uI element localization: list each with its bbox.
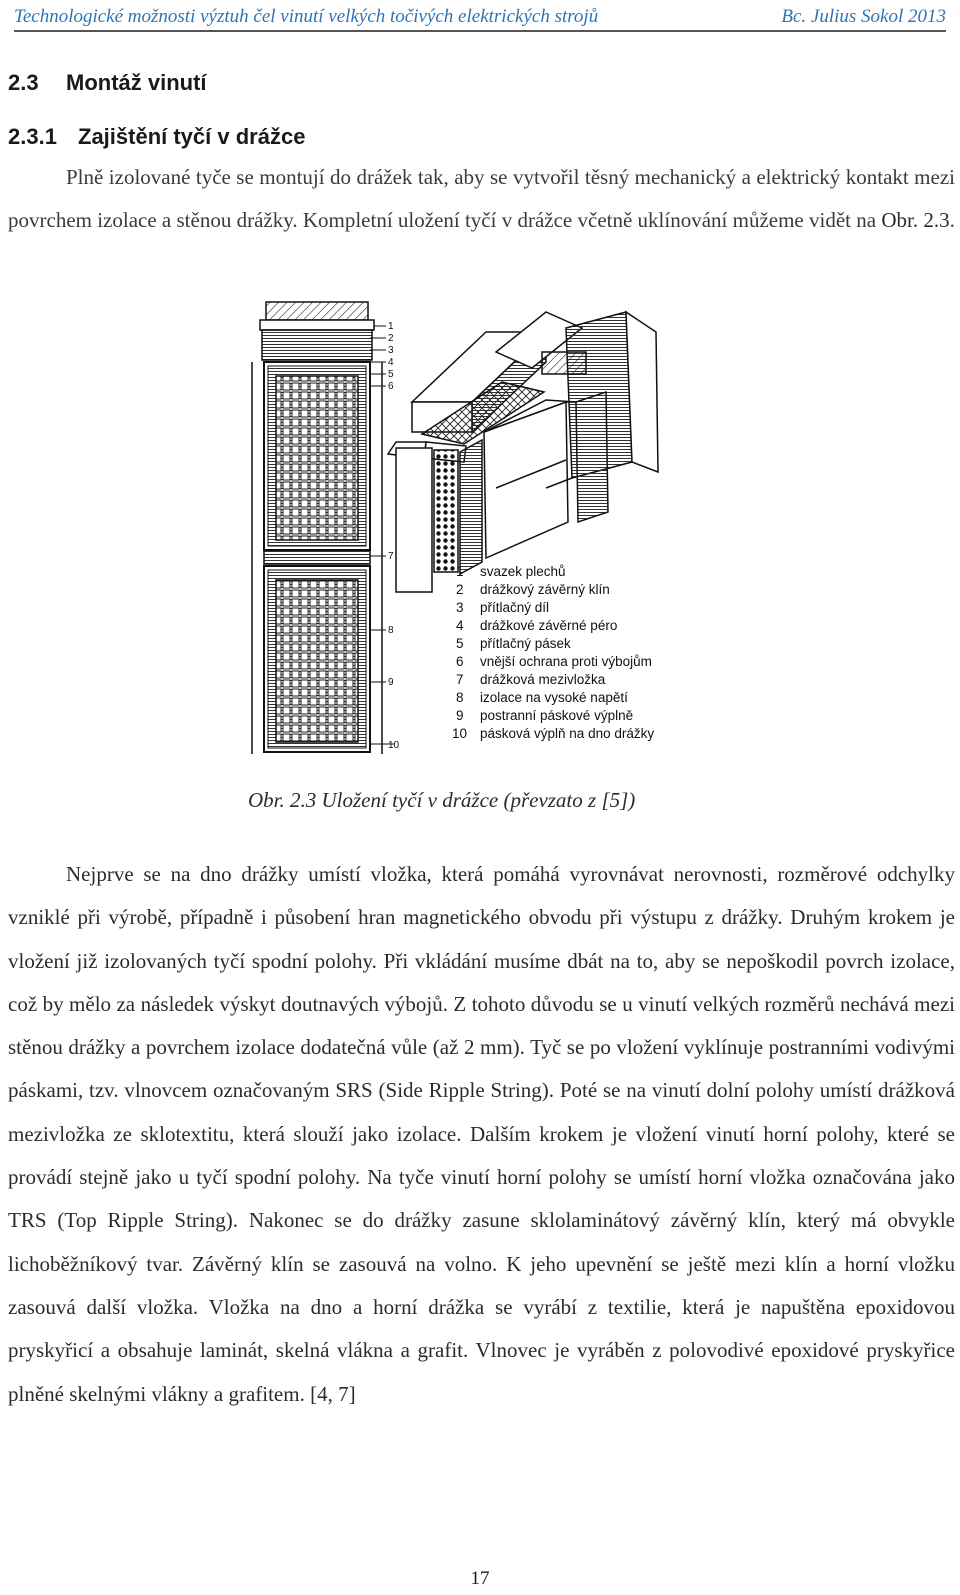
legend-number-7: 7 <box>456 672 464 687</box>
callout-2: 2 <box>388 333 394 344</box>
legend-label-8: izolace na vysoké napětí <box>480 690 628 705</box>
section-title: Montáž vinutí <box>66 70 207 95</box>
section-heading <box>8 70 207 96</box>
page-header <box>14 0 946 32</box>
header-author: Bc. Julius Sokol 2013 <box>781 6 946 27</box>
legend-number-1: 1 <box>456 564 464 579</box>
callout-8: 8 <box>388 625 394 636</box>
legend-number-3: 3 <box>456 600 464 615</box>
isometric-slot-drawing <box>388 312 658 592</box>
page-number: 17 <box>470 1568 490 1589</box>
legend-label-7: drážková mezivložka <box>480 672 606 687</box>
callout-5: 5 <box>388 369 394 380</box>
callout-7: 7 <box>388 551 394 562</box>
callout-6: 6 <box>388 381 394 392</box>
subsection-number: 2.3.1 <box>8 124 57 149</box>
legend-number-2: 2 <box>456 582 464 597</box>
callout-1: 1 <box>388 321 394 332</box>
legend-label-6: vnější ochrana proti výbojům <box>480 654 652 669</box>
legend-label-5: přítlačný pásek <box>480 636 571 651</box>
figure-caption: Obr. 2.3 Uložení tyčí v drážce (převzato z [5]) <box>248 788 636 812</box>
subsection-heading <box>8 124 305 150</box>
legend-number-8: 8 <box>456 690 464 705</box>
figure-legend <box>452 564 654 741</box>
callout-3: 3 <box>388 345 394 356</box>
legend-number-10: 10 <box>452 726 468 741</box>
body-paragraph: Nejprve se na dno drážky umístí vložka, která pomáhá vyrovnávat nerovnosti, rozměrové odchylky vzniklé při výrobě, případně i působení hran magnetického obvodu při výstupu z drážky. Druhým krokem je vložení již izolovaných tyčí spodní polohy. Při vkládání musíme dbát na to, aby se nepoškodil povrch izolace, což by mělo za následek výskyt doutnavých výbojů. Z tohoto důvodu se u vinutí velkých rozměrů nechává mezi stěnou drážky a povrchem izolace dodatečná vůle (až 2 mm). Tyč se po vložení vyklínuje postranními vodivými páskami, tzv. vlnovcem označovaným SRS (Side Ripple String). Poté se na vinutí dolní polohy umístí drážková mezivložka ze sklotextitu, která slouží jako izolace. Dalším krokem je vložení vinutí horní polohy, které se provádí stejně jako u tyčí spodní polohy. Na tyče vinutí horní polohy se umístí horní vložka označována jako TRS (Top Ripple String). Nakonec se do drážky zasune sklolaminátový závěrný klín, který má obvykle lichoběžníkový tvar. Závěrný klín se zasouvá na volno. K jeho upevnění se ještě mezi klín a horní vložku zasouvá další vložka. Vložka na dno a horní drážka se vyrábí z textilie, která je napuštěna epoxidovou pryskyřicí a obsahuje laminát, skelná vlákna a grafit. Vlnovec je vyráběn z polovodivé epoxidové pryskyřice plněné skelnými vlákny a grafitem. [4, 7] <box>8 862 955 1406</box>
header-title: Technologické možnosti výztuh čel vinutí velkých točivých elektrických strojů <box>14 6 599 27</box>
intro-end: . <box>949 208 955 232</box>
callout-10: 10 <box>388 740 400 751</box>
legend-label-3: přítlačný díl <box>480 600 550 615</box>
figure-reference-link[interactable]: Obr. 2.3 <box>881 208 950 232</box>
legend-label-4: drážkové závěrné péro <box>480 618 618 633</box>
legend-label-10: pásková výplň na dno drážky <box>480 726 655 741</box>
callout-9: 9 <box>388 677 394 688</box>
slot-cross-section-figure <box>246 292 692 770</box>
legend-label-1: svazek plechů <box>480 564 566 579</box>
legend-number-5: 5 <box>456 636 464 651</box>
intro-text: Plně izolované tyče se montují do drážek tak, aby se vytvořil těsný mechanický a elektrický kontakt mezi povrchem izolace a stěnou drážky. Kompletní uložení tyčí v drážce včetně uklínování můžeme vidět na <box>8 165 955 232</box>
legend-number-9: 9 <box>456 708 464 723</box>
legend-number-6: 6 <box>456 654 464 669</box>
section-number: 2.3 <box>8 70 39 95</box>
legend-label-9: postranní páskové výplně <box>480 708 634 723</box>
slot-section-drawing <box>252 302 382 754</box>
legend-number-4: 4 <box>456 618 464 633</box>
subsection-title: Zajištění tyčí v drážce <box>78 124 306 149</box>
intro-paragraph <box>8 156 955 242</box>
callout-4: 4 <box>388 357 394 368</box>
legend-label-2: drážkový závěrný klín <box>480 582 610 597</box>
